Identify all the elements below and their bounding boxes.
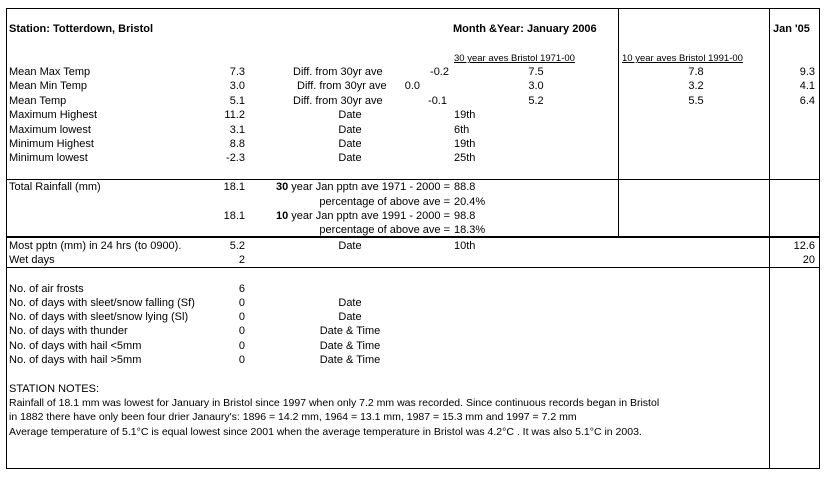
row-label: No. of days with hail >5mm <box>9 354 142 366</box>
row-value: 6 <box>238 283 245 295</box>
notes-line-1: Rainfall of 18.1 mm was lowest for January in Bristol since 1997 when only 7.2 mm was recorded. Since continuous records began in Bristol <box>9 397 660 409</box>
row-ave30: 7.5 <box>528 66 544 78</box>
row-label: No. of air frosts <box>9 283 84 295</box>
column-header-10yr: 10 year aves Bristol 1991-00 <box>622 53 743 64</box>
row-value: 0 <box>238 340 245 352</box>
row-label: Mean Temp <box>9 95 67 107</box>
row-value: 5.1 <box>229 95 245 107</box>
row-label: Maximum Highest <box>9 109 98 121</box>
border-bottom <box>6 468 820 469</box>
row-prev: 4.1 <box>799 80 815 92</box>
row-value: 0 <box>238 354 245 366</box>
row-value: 8.8 <box>229 138 245 150</box>
row-mid-label: Diff. from 30yr ave <box>293 66 383 78</box>
row-value: 11.2 <box>224 109 245 121</box>
border-left <box>6 8 7 469</box>
row-mid-label: Date <box>338 138 362 150</box>
previous-year-title: Jan '05 <box>773 23 810 35</box>
row-ave10: 5.5 <box>688 95 704 107</box>
border-right <box>819 8 820 469</box>
wet-days-label: Wet days <box>9 254 55 266</box>
row-label: Maximum lowest <box>9 124 91 136</box>
row-label: Mean Max Temp <box>9 66 91 78</box>
row-mid-label: Date & Time <box>319 354 381 366</box>
rainfall-10yr-pct-label: percentage of above ave = <box>319 224 450 236</box>
column-header-30yr: 30 year aves Bristol 1971-00 <box>454 53 575 64</box>
row-value: 0 <box>238 297 245 309</box>
rainfall-30yr-pct-label: percentage of above ave = <box>319 196 450 208</box>
month-year-title: Month &Year: January 2006 <box>453 23 597 35</box>
row-value: 7.3 <box>229 66 245 78</box>
most-pptn-date-label: Date <box>338 240 362 252</box>
row-mid-label: Date & Time <box>319 340 381 352</box>
row-mid-label: Diff. from 30yr ave <box>297 80 387 92</box>
rainfall-10yr-text: year Jan pptn ave 1991 - 2000 = <box>288 210 450 222</box>
rainfall-10yr-value: 98.8 <box>454 210 476 222</box>
row-date: 19th <box>454 138 476 150</box>
row-value: 0 <box>238 325 245 337</box>
row-mid-label: Date & Time <box>319 325 381 337</box>
divider-10yr-col <box>618 8 619 237</box>
rainfall-10yr-line <box>250 210 450 223</box>
rainfall-total-2: 18.1 <box>223 210 245 222</box>
row-ave10: 7.8 <box>688 66 704 78</box>
rainfall-30yr-text: year Jan pptn ave 1971 - 2000 = <box>288 181 450 193</box>
rainfall-total-1: 18.1 <box>223 181 245 193</box>
row-value: 3.0 <box>229 80 245 92</box>
row-label: No. of days with sleet/snow lying (Sl) <box>9 311 189 323</box>
divider-after-wetdays <box>6 267 820 268</box>
row-prev: 9.3 <box>799 66 815 78</box>
row-value: 3.1 <box>229 124 245 136</box>
notes-line-3: Average temperature of 5.1°C is equal lowest since 2001 when the average temperature in Bristol was 4.2°C . It was also 5.1°C in 2003. <box>9 426 642 438</box>
rainfall-30yr-pct-value: 20.4% <box>454 196 486 208</box>
wet-days-value: 2 <box>238 254 245 266</box>
rainfall-10yr-prefix: 10 <box>275 210 289 222</box>
row-date: 25th <box>454 152 476 164</box>
row-mid-label: Date <box>338 297 362 309</box>
row-ave10: 3.2 <box>688 80 704 92</box>
wet-days-prev: 20 <box>802 254 815 266</box>
row-date: 6th <box>454 124 470 136</box>
row-mid-label: Date <box>338 152 362 164</box>
most-pptn-prev: 12.6 <box>793 240 815 252</box>
row-mid-label: Date <box>338 109 362 121</box>
rainfall-label: Total Rainfall (mm) <box>9 181 101 193</box>
row-label: Mean Min Temp <box>9 80 88 92</box>
notes-heading: STATION NOTES: <box>9 383 100 395</box>
row-label: Minimum lowest <box>9 152 88 164</box>
rainfall-30yr-prefix: 30 <box>275 181 289 193</box>
row-label: No. of days with thunder <box>9 325 128 337</box>
row-mid-label: Date <box>338 124 362 136</box>
divider-after-temps <box>6 179 820 180</box>
row-mid-label: Date <box>338 311 362 323</box>
rainfall-30yr-line <box>250 181 450 194</box>
row-label: No. of days with hail <5mm <box>9 340 142 352</box>
row-ave30: 3.0 <box>528 80 544 92</box>
row-diff: -0.2 <box>430 66 449 78</box>
most-pptn-date: 10th <box>454 240 476 252</box>
row-date: 19th <box>454 109 476 121</box>
row-mid-label: Diff. from 30yr ave <box>293 95 383 107</box>
row-value: -2.3 <box>226 152 245 164</box>
row-label: Minimum Highest <box>9 138 94 150</box>
border-top <box>6 8 820 9</box>
rainfall-10yr-pct-value: 18.3% <box>454 224 486 236</box>
most-pptn-value: 5.2 <box>229 240 245 252</box>
row-diff: 0.0 <box>404 80 420 92</box>
most-pptn-label: Most pptn (mm) in 24 hrs (to 0900). <box>9 240 182 252</box>
row-prev: 6.4 <box>799 95 815 107</box>
rainfall-30yr-value: 88.8 <box>454 181 476 193</box>
station-title: Station: Totterdown, Bristol <box>9 23 154 35</box>
row-diff: -0.1 <box>428 95 447 107</box>
row-value: 0 <box>238 311 245 323</box>
row-ave30: 5.2 <box>528 95 544 107</box>
notes-line-2: in 1882 there have only been four drier Janaury's: 1896 = 14.2 mm, 1964 = 13.1 mm, 1987 = 15.3 mm and 1997 = 7.2 mm <box>9 411 577 423</box>
divider-prev-col <box>769 8 770 469</box>
row-label: No. of days with sleet/snow falling (Sf) <box>9 297 195 309</box>
